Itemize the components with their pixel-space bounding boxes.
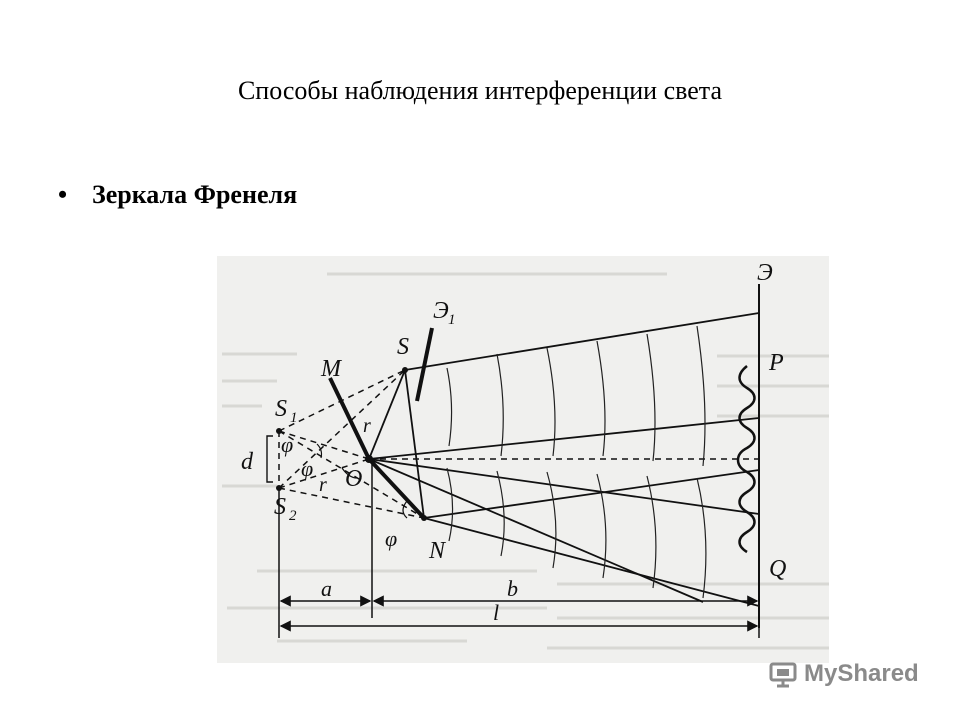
label-screen-e: Э: [757, 260, 773, 286]
label-s2-sub: 2: [289, 508, 297, 524]
label-screen-e1: Э: [433, 298, 449, 324]
label-s: S: [397, 334, 409, 360]
label-screen-e1-sub: 1: [448, 312, 456, 328]
mirror-n: [369, 459, 424, 518]
bullet-text: Зеркала Френеля: [92, 180, 298, 209]
label-o: O: [345, 466, 363, 492]
label-m: M: [321, 356, 341, 382]
label-a: a: [321, 576, 332, 601]
label-s1-sub: 1: [290, 410, 298, 426]
label-l: l: [493, 600, 500, 625]
label-s1: S: [275, 396, 287, 422]
label-s2: S: [274, 494, 286, 520]
slide-title: Способы наблюдения интерференции света: [237, 76, 723, 105]
point-s: [402, 367, 408, 373]
presentation-icon: [768, 659, 798, 689]
watermark: [768, 656, 938, 692]
label-phi-bottom: φ: [385, 526, 398, 551]
label-p: P: [769, 350, 784, 376]
label-r-bottom: r: [319, 474, 327, 496]
bullet-marker: •: [58, 180, 68, 209]
label-q: Q: [769, 556, 787, 582]
screen-e1: [417, 328, 432, 401]
d-bracket: [267, 436, 273, 482]
label-d: d: [241, 449, 253, 475]
label-n: N: [429, 538, 446, 564]
point-n-end: [421, 515, 427, 521]
label-phi-top: φ: [281, 432, 294, 457]
label-phi-mid: φ: [301, 456, 314, 481]
dimension-arrows: [281, 601, 757, 626]
watermark-text: MyShared: [804, 660, 919, 687]
fresnel-mirrors-diagram: [217, 256, 829, 663]
label-b: b: [507, 576, 518, 601]
bullet-item: [58, 180, 297, 210]
diagram-svg: [217, 256, 829, 663]
label-r-top: r: [363, 415, 371, 437]
